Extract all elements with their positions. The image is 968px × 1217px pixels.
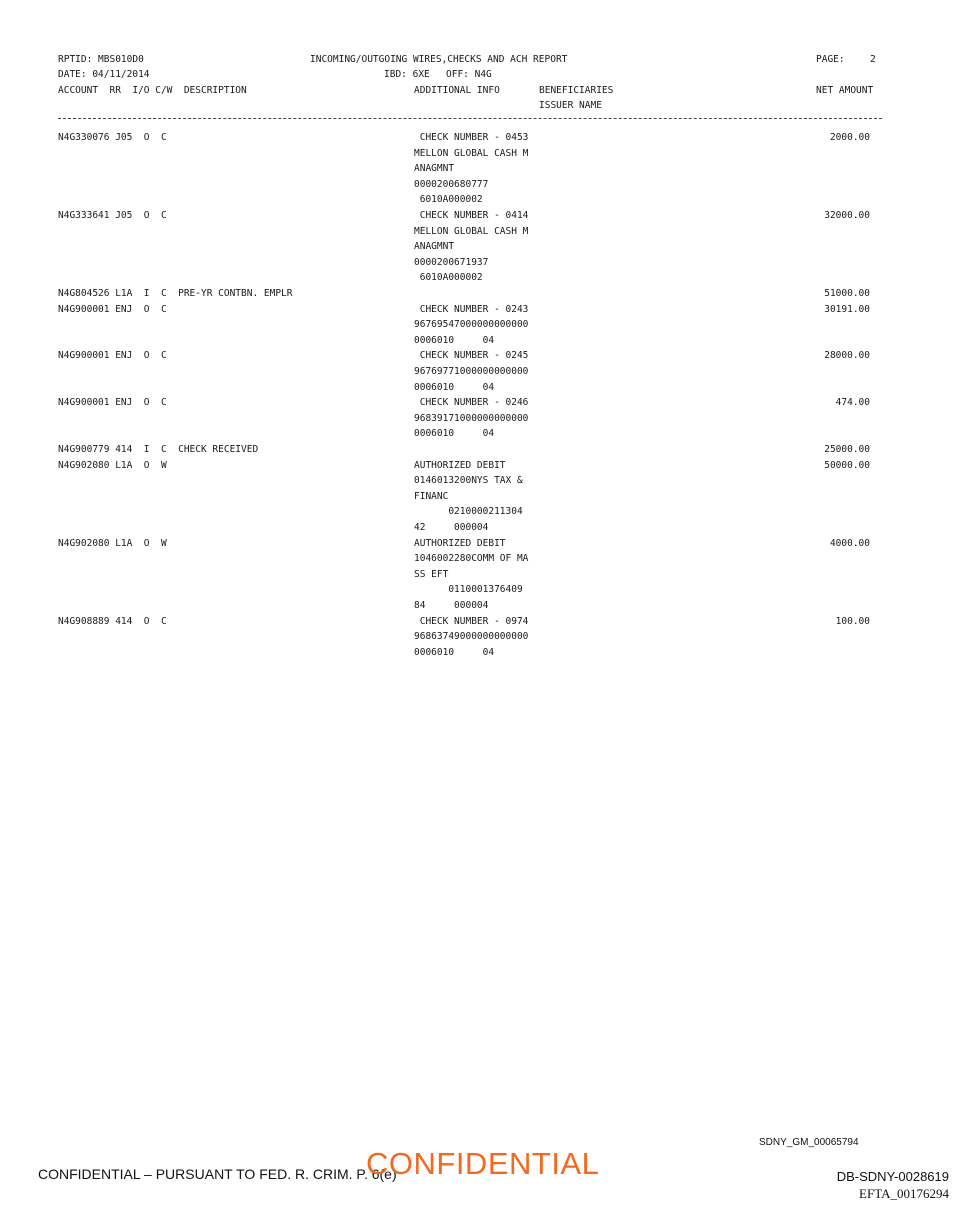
additional-info-cell: 0146013200NYS TAX & bbox=[414, 475, 523, 487]
bates-number-efta: EFTA_00176294 bbox=[859, 1186, 949, 1201]
table-row bbox=[0, 411, 968, 427]
confidential-stamp: CONFIDENTIAL bbox=[366, 1146, 600, 1181]
table-row bbox=[0, 473, 968, 489]
additional-info-cell: 96839171000000000000 bbox=[414, 412, 529, 424]
additional-info-cell: 0000200671937 bbox=[414, 256, 489, 268]
net-amount-cell: 474.00 bbox=[835, 397, 870, 409]
table-row bbox=[0, 442, 968, 458]
off-code: OFF: N4G bbox=[446, 69, 492, 80]
table-row bbox=[0, 333, 968, 349]
account-cell: N4G902080 L1A O W bbox=[58, 537, 167, 549]
net-amount-cell: 2000.00 bbox=[829, 132, 870, 143]
net-amount-cell: 30191.00 bbox=[824, 303, 870, 315]
account-cell: N4G804526 L1A I C PRE-YR CONTBN. EMPLR bbox=[58, 288, 293, 299]
table-row bbox=[0, 598, 968, 614]
net-amount-cell: 50000.00 bbox=[824, 459, 870, 471]
net-amount-cell: 28000.00 bbox=[824, 350, 870, 362]
net-amount-cell: 32000.00 bbox=[824, 210, 870, 221]
additional-info-cell: CHECK NUMBER - 0245 bbox=[414, 350, 529, 362]
additional-info-cell: CHECK NUMBER - 0974 bbox=[414, 615, 529, 627]
additional-info-cell: 0006010 04 bbox=[414, 334, 495, 346]
table-row bbox=[0, 192, 968, 208]
additional-info-cell: CHECK NUMBER - 0453 bbox=[414, 132, 529, 143]
table-row bbox=[0, 224, 968, 240]
additional-info-cell: 0006010 04 bbox=[414, 646, 495, 658]
table-row bbox=[0, 395, 968, 411]
table-row bbox=[0, 348, 968, 364]
table-row bbox=[0, 645, 968, 661]
additional-info-cell: 0000200680777 bbox=[414, 178, 489, 190]
additional-info-cell: 0110001376409 bbox=[414, 584, 523, 596]
table-row bbox=[0, 380, 968, 396]
additional-info-cell: MELLON GLOBAL CASH M bbox=[414, 225, 529, 237]
additional-info-cell: CHECK NUMBER - 0414 bbox=[414, 210, 529, 221]
net-amount-cell: 51000.00 bbox=[824, 288, 870, 299]
additional-info-cell: 0210000211304 bbox=[414, 506, 523, 518]
account-cell: N4G330076 J05 O C bbox=[58, 132, 167, 143]
table-row bbox=[0, 629, 968, 645]
additional-info-cell: 84 000004 bbox=[414, 600, 489, 611]
column-header-additional-info: ADDITIONAL INFO bbox=[414, 85, 500, 96]
account-cell: N4G900001 ENJ O C bbox=[58, 397, 167, 409]
table-row bbox=[0, 146, 968, 162]
net-amount-cell: 4000.00 bbox=[829, 537, 870, 549]
column-header-beneficiaries: BENEFICIARIES bbox=[539, 85, 614, 96]
additional-info-cell: 0006010 04 bbox=[414, 381, 495, 393]
additional-info-cell: 42 000004 bbox=[414, 522, 489, 533]
net-amount-cell: 25000.00 bbox=[824, 444, 870, 455]
table-row bbox=[0, 208, 968, 224]
table-row bbox=[0, 614, 968, 630]
net-amount-cell: 100.00 bbox=[835, 615, 870, 627]
additional-info-cell: 96769547000000000000 bbox=[414, 319, 529, 331]
account-cell: N4G908889 414 O C bbox=[58, 615, 167, 627]
table-row bbox=[0, 582, 968, 598]
page-label: PAGE: bbox=[816, 54, 845, 65]
bates-number-sdny-gm: SDNY_GM_00065794 bbox=[759, 1137, 859, 1148]
table-row bbox=[0, 567, 968, 583]
column-header-net-amount: NET AMOUNT bbox=[816, 85, 874, 96]
table-row bbox=[0, 177, 968, 193]
additional-info-cell: CHECK NUMBER - 0243 bbox=[414, 303, 529, 315]
table-row bbox=[0, 286, 968, 302]
additional-info-cell: 96863749000000000000 bbox=[414, 631, 529, 643]
table-row bbox=[0, 317, 968, 333]
bates-number-db-sdny: DB-SDNY-0028619 bbox=[836, 1169, 949, 1184]
additional-info-cell: FINANC bbox=[414, 490, 449, 502]
table-row bbox=[0, 255, 968, 271]
report-id: RPTID: MBS010D0 bbox=[58, 54, 144, 65]
additional-info-cell: 0006010 04 bbox=[414, 428, 495, 440]
additional-info-cell: CHECK NUMBER - 0246 bbox=[414, 397, 529, 409]
additional-info-cell: 6010A000002 bbox=[414, 272, 483, 284]
column-header-account: ACCOUNT RR I/O C/W DESCRIPTION bbox=[58, 85, 247, 96]
table-row bbox=[0, 536, 968, 552]
table-row bbox=[0, 426, 968, 442]
account-cell: N4G900779 414 I C CHECK RECEIVED bbox=[58, 444, 259, 455]
table-row bbox=[0, 302, 968, 318]
additional-info-cell: 6010A000002 bbox=[414, 194, 483, 206]
additional-info-cell: SS EFT bbox=[414, 568, 449, 580]
report-date: DATE: 04/11/2014 bbox=[58, 69, 150, 80]
additional-info-cell: ANAGMNT bbox=[414, 163, 455, 175]
table-row bbox=[0, 161, 968, 177]
table-row bbox=[0, 239, 968, 255]
column-header-issuer-name: ISSUER NAME bbox=[539, 100, 602, 111]
account-cell: N4G902080 L1A O W bbox=[58, 459, 167, 471]
additional-info-cell: 1046002280COMM OF MA bbox=[414, 553, 529, 565]
additional-info-cell: AUTHORIZED DEBIT bbox=[414, 537, 506, 549]
table-row bbox=[0, 364, 968, 380]
table-row bbox=[0, 520, 968, 536]
table-row bbox=[0, 458, 968, 474]
table-row bbox=[0, 504, 968, 520]
table-row bbox=[0, 489, 968, 505]
table-row bbox=[0, 551, 968, 567]
header-divider bbox=[58, 118, 882, 119]
confidential-notice: CONFIDENTIAL – PURSUANT TO FED. R. CRIM. P. 6(e) bbox=[38, 1166, 397, 1182]
additional-info-cell: MELLON GLOBAL CASH M bbox=[414, 147, 529, 159]
account-cell: N4G900001 ENJ O C bbox=[58, 303, 167, 315]
ibd-code: IBD: 6XE bbox=[384, 69, 430, 80]
additional-info-cell: AUTHORIZED DEBIT bbox=[414, 459, 506, 471]
account-cell: N4G333641 J05 O C bbox=[58, 210, 167, 221]
table-row bbox=[0, 270, 968, 286]
page-number: 2 bbox=[870, 54, 876, 65]
table-row bbox=[0, 130, 968, 146]
additional-info-cell: 96769771000000000000 bbox=[414, 366, 529, 377]
additional-info-cell: ANAGMNT bbox=[414, 241, 455, 253]
report-title: INCOMING/OUTGOING WIRES,CHECKS AND ACH REPORT bbox=[310, 54, 568, 65]
account-cell: N4G900001 ENJ O C bbox=[58, 350, 167, 362]
